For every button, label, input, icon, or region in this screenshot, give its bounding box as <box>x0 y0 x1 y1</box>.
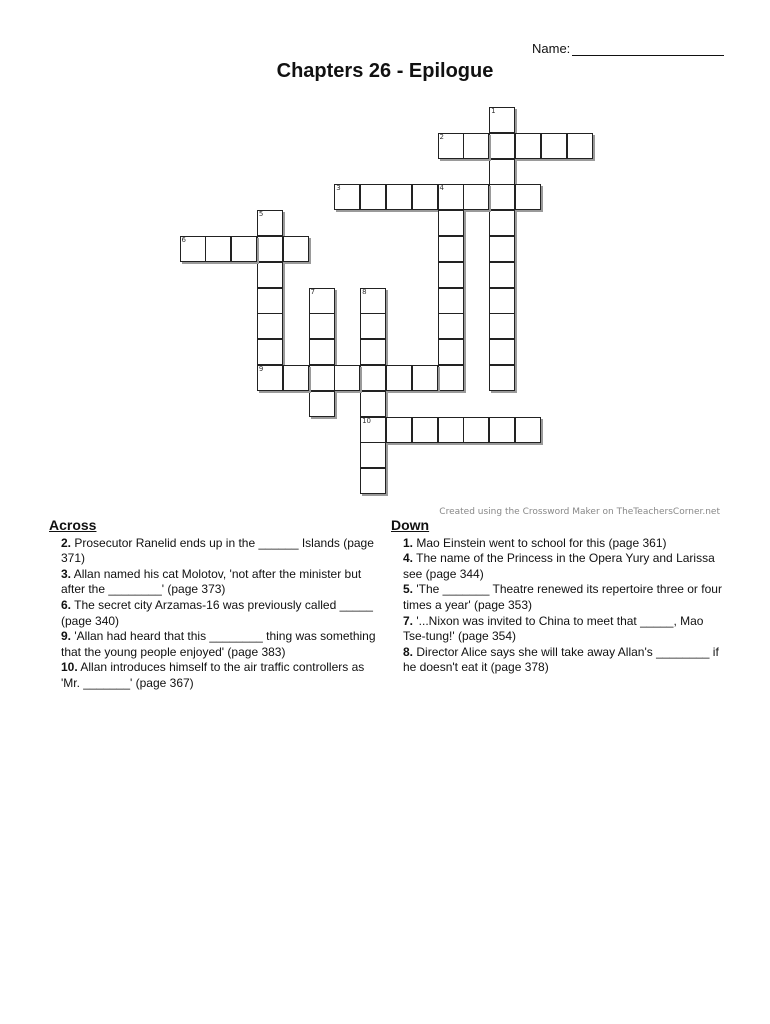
across-clue: 9. 'Allan had heard that this ________ thing was something that the young people enjoyed' (page 383) <box>61 629 376 659</box>
crossword-cell[interactable] <box>257 262 283 288</box>
clue-number: 6 <box>181 236 186 244</box>
crossword-cell[interactable] <box>489 288 515 314</box>
crossword-cell[interactable] <box>283 365 309 391</box>
crossword-cell[interactable] <box>360 184 386 210</box>
crossword-cell[interactable] <box>438 236 464 262</box>
crossword-cell[interactable] <box>489 133 515 159</box>
crossword-cell[interactable] <box>489 236 515 262</box>
crossword-cell[interactable] <box>438 313 464 339</box>
crossword-cell[interactable] <box>412 417 438 443</box>
down-clue: 8. Director Alice says she will take away Allan's ________ if he doesn't eat it (page 378) <box>403 644 719 675</box>
crossword-cell[interactable] <box>438 262 464 288</box>
crossword-cell[interactable] <box>412 365 438 391</box>
crossword-cell[interactable] <box>438 365 464 391</box>
crossword-cell[interactable] <box>257 288 283 314</box>
crossword-cell[interactable] <box>386 365 412 391</box>
crossword-cell[interactable] <box>489 313 515 339</box>
clue-number: 10 <box>362 416 372 425</box>
clue-number: 9 <box>258 365 264 373</box>
crossword-cell[interactable] <box>334 365 360 391</box>
crossword-cell[interactable] <box>257 313 283 339</box>
crossword-cell[interactable] <box>463 417 489 443</box>
clue-number: 5 <box>258 210 264 219</box>
page-title: Chapters 26 - Epilogue <box>276 60 494 82</box>
crossword-cell[interactable] <box>283 236 309 262</box>
down-clue: 4. The name of the Princess in the Opera Yury and Larissa see (page 344) <box>403 551 715 581</box>
across-clue: 3. Allan named his cat Molotov, 'not after the minister but after the ________' (page 373) <box>61 566 362 597</box>
across-clue: 6. The secret city Arzamas-16 was previously called _____ (page 340) <box>61 597 373 628</box>
across-clue: 2. Prosecutor Ranelid ends up in the ______ Islands (page 371) <box>61 535 374 566</box>
crossword-cell[interactable] <box>438 210 464 236</box>
crossword-cell[interactable] <box>489 159 515 185</box>
crossword-cell[interactable] <box>257 339 283 365</box>
crossword-cell[interactable] <box>231 236 257 262</box>
crossword-cell[interactable] <box>360 391 386 417</box>
crossword-cell[interactable] <box>386 417 412 443</box>
clue-number: 7 <box>310 287 315 296</box>
crossword-cell[interactable] <box>541 133 567 159</box>
down-clue: 5. 'The _______ Theatre renewed its repertoire three or four times a year' (page 353) <box>403 582 722 612</box>
crossword-cell[interactable] <box>489 184 515 210</box>
crossword-cell[interactable] <box>309 391 335 417</box>
down-clues <box>391 518 726 676</box>
clue-number: 2 <box>439 132 444 141</box>
down-heading: Down <box>391 517 430 533</box>
clue-number: 3 <box>336 184 341 193</box>
crossword-cell[interactable] <box>489 365 515 391</box>
crossword-cell[interactable] <box>438 339 464 365</box>
crossword-cell[interactable] <box>489 417 515 443</box>
clue-number: 1 <box>491 107 496 115</box>
crossword-cell[interactable] <box>360 339 386 365</box>
crossword-cell[interactable] <box>257 236 283 262</box>
crossword-cell[interactable] <box>438 288 464 314</box>
across-heading: Across <box>49 517 97 533</box>
crossword-cell[interactable] <box>567 133 593 159</box>
crossword-cell[interactable] <box>360 313 386 339</box>
crossword-cell[interactable] <box>309 313 335 339</box>
crossword-cell[interactable] <box>489 262 515 288</box>
crossword-cell[interactable] <box>412 184 438 210</box>
crossword-cell[interactable] <box>463 133 489 159</box>
crossword-cell[interactable] <box>515 133 541 159</box>
clue-number: 4 <box>439 184 444 193</box>
crossword-cell[interactable] <box>463 184 489 210</box>
crossword-cell[interactable] <box>438 417 464 443</box>
crossword-cell[interactable] <box>360 365 386 391</box>
crossword-cell[interactable] <box>360 468 386 494</box>
crossword-cell[interactable] <box>205 236 231 262</box>
crossword-cell[interactable] <box>386 184 412 210</box>
name-label: Name: <box>532 41 571 56</box>
across-clues <box>49 518 379 692</box>
crossword-cell[interactable] <box>309 339 335 365</box>
down-clue: 1. Mao Einstein went to school for this (page 361) <box>403 535 667 550</box>
crossword-cell[interactable] <box>489 210 515 236</box>
across-clue: 10. Allan introduces himself to the air traffic controllers as 'Mr. _______' (page 367) <box>61 660 365 690</box>
crossword-cell[interactable] <box>360 442 386 468</box>
crossword-cell[interactable] <box>515 184 541 210</box>
crossword-cell[interactable] <box>489 339 515 365</box>
crossword-cell[interactable] <box>309 365 335 391</box>
credit-text: Created using the Crossword Maker on TheTeachersCorner.net <box>439 507 720 517</box>
clue-number: 8 <box>362 287 367 296</box>
down-clue: 7. '...Nixon was invited to China to meet that _____, Mao Tse-tung!' (page 354) <box>403 613 704 644</box>
crossword-cell[interactable] <box>515 417 541 443</box>
